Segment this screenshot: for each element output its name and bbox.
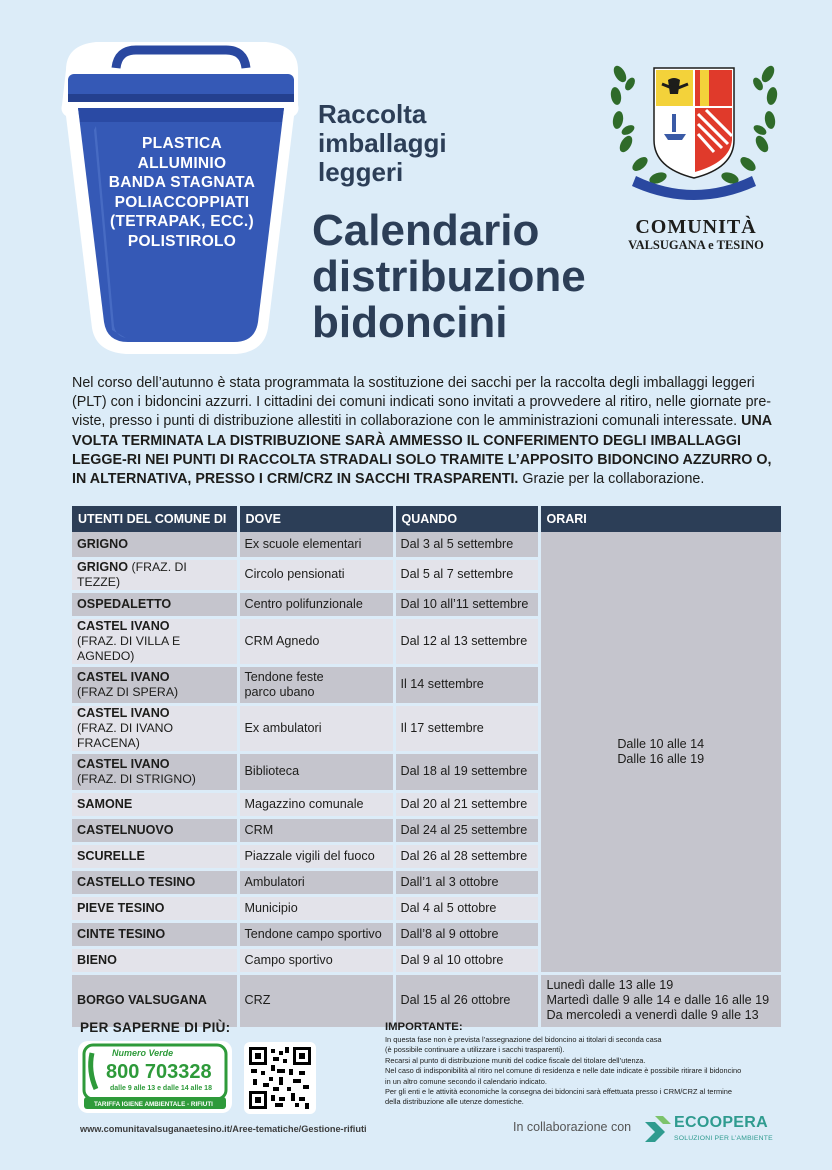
comune-cell: GRIGNO	[72, 532, 238, 558]
table-row	[72, 532, 781, 558]
bin-material: ALLUMINIO	[137, 154, 227, 172]
quando-cell: Dal 10 all’11 settembre	[394, 591, 539, 617]
dove-cell: Piazzale vigili del fuoco	[238, 843, 394, 869]
orari-cell	[539, 532, 781, 973]
comune-cell: CASTEL IVANO (FRAZ. DI IVANO FRACENA)	[72, 704, 238, 752]
intro-bold-notice: UNA VOLTA TERMINATA LA DISTRIBUZIONE SARÀ AMMESSO IL CONFERIMENTO DEGLI IMBALLAGGI LEGGE-RI NEI PUNTI DI RACCOLTA STRADALI SOLO TRAMITE L’APPOSITO BIDONCINO AZZURRO O, IN ALTERNATIVA, PRESSO I CRM/CRZ IN SACCHI TRASPARENTI.	[72, 413, 772, 488]
dove-cell: CRZ	[238, 973, 394, 1028]
quando-cell: Dal 9 al 10 ottobre	[394, 947, 539, 973]
numero-verde-label: Numero Verde	[112, 1048, 174, 1058]
orari-line: Dalle 10 alle 14	[617, 736, 705, 751]
title-line: Calendario	[312, 206, 540, 255]
website-link[interactable]: www.comunitavalsuganaetesino.it/Aree-tematiche/Gestione-rifiuti	[80, 1124, 367, 1134]
quando-cell: Dall’8 al 9 ottobre	[394, 921, 539, 947]
distribution-schedule-table	[72, 506, 781, 1030]
title-line: bidoncini	[312, 298, 508, 347]
quando-cell: Dall’1 al 3 ottobre	[394, 869, 539, 895]
dove-cell: Ambulatori	[238, 869, 394, 895]
dove-cell: Municipio	[238, 895, 394, 921]
partner-name: ECOOPERA	[674, 1114, 768, 1131]
page-title	[312, 208, 586, 346]
dove-cell: Tendone campo sportivo	[238, 921, 394, 947]
quando-cell: Il 14 settembre	[394, 665, 539, 704]
orari-line: Dalle 16 alle 19	[617, 751, 705, 766]
qr-code[interactable]	[244, 1042, 316, 1114]
more-info-title: PER SAPERNE DI PIÙ:	[80, 1020, 231, 1035]
bin-material: BANDA STAGNATA	[108, 174, 256, 191]
dove-cell: CRM	[238, 817, 394, 843]
comune-cell: CASTELNUOVO	[72, 817, 238, 843]
comune-cell: CASTEL IVANO (FRAZ. DI VILLA E AGNEDO)	[72, 617, 238, 665]
dove-cell: Ex ambulatori	[238, 704, 394, 752]
subtitle-line: Raccolta	[318, 99, 427, 129]
column-header: ORARI	[539, 506, 781, 532]
important-line: in un altro comune secondo il calendario indicato.	[385, 1076, 547, 1086]
quando-cell: Dal 3 al 5 settembre	[394, 532, 539, 558]
title-line: distribuzione	[312, 252, 586, 301]
bin-material: PLASTICA	[142, 135, 222, 152]
important-line: Per gli enti e le attività economiche la consegna dei bidoncini sarà effettuata presso i CRM/CRZ al termine	[385, 1087, 732, 1097]
important-notes	[385, 1021, 785, 1108]
quando-cell: Dal 18 al 19 settembre	[394, 752, 539, 791]
dove-cell: Biblioteca	[238, 752, 394, 791]
phone-number: 800 703328	[106, 1061, 212, 1083]
orari-line: Da mercoledì a venerdì dalle 9 alle 13	[546, 1008, 759, 1022]
dove-cell: Tendone feste parco ubano	[238, 665, 394, 704]
toll-free-number-badge	[78, 1041, 232, 1113]
comune-cell: OSPEDALETTO	[72, 591, 238, 617]
dove-cell: CRM Agnedo	[238, 617, 394, 665]
intro-text: Nel corso dell’autunno è stata programmata la sostituzione dei sacchi per la raccolta degli imballaggi leggeri (PLT) con i bidoncini azzurri. I cittadini dei comuni indicati sono invitati a provvedere al ritiro, nelle giornate pre-viste, presso i punti di distribuzione allestiti in collaborazione con le amministrazioni comunali interessate.	[72, 375, 772, 430]
dove-cell: Centro polifunzionale	[238, 591, 394, 617]
dove-cell: Magazzino comunale	[238, 791, 394, 817]
comune-cell: CASTELLO TESINO	[72, 869, 238, 895]
quando-cell: Dal 12 al 13 settembre	[394, 617, 539, 665]
quando-cell: Dal 20 al 21 settembre	[394, 791, 539, 817]
partner-tagline: SOLUZIONI PER L’AMBIENTE	[674, 1135, 773, 1142]
important-line: Recarsi al punto di distribuzione muniti del codice fiscale del titolare dell’utenza.	[385, 1055, 646, 1065]
orari-line: Lunedì dalle 13 alle 19	[546, 978, 674, 992]
orari-cell	[539, 973, 781, 1028]
comune-cell: BORGO VALSUGANA	[72, 973, 238, 1028]
quando-cell: Il 17 settembre	[394, 704, 539, 752]
comune-cell: GRIGNO (FRAZ. DI TEZZE)	[72, 558, 238, 591]
important-line: della distribuzione alle utenze domestiche.	[385, 1097, 524, 1107]
comune-cell: SCURELLE	[72, 843, 238, 869]
comune-cell: SAMONE	[72, 791, 238, 817]
coat-of-arms-icon	[606, 44, 782, 210]
important-line: (è possibile continuare a utilizzare i sacchi trasparenti).	[385, 1045, 565, 1055]
orari-line: Martedì dalle 9 alle 14 e dalle 16 alle 19	[546, 993, 770, 1007]
collaboration-text: In collaborazione con	[513, 1120, 632, 1134]
column-header: UTENTI DEL COMUNE DI	[72, 506, 238, 532]
column-header: QUANDO	[394, 506, 539, 532]
quando-cell: Dal 5 al 7 settembre	[394, 558, 539, 591]
quando-cell: Dal 24 al 25 settembre	[394, 817, 539, 843]
column-header: DOVE	[238, 506, 394, 532]
intro-closing: Grazie per la collaborazione.	[518, 471, 705, 488]
phone-hours: dalle 9 alle 13 e dalle 14 alle 18	[110, 1085, 212, 1092]
qr-code-icon	[249, 1047, 311, 1109]
organization-title: COMUNITÀ	[635, 216, 757, 238]
comune-cell: BIENO	[72, 947, 238, 973]
dove-cell: Ex scuole elementari	[238, 532, 394, 558]
quando-cell: Dal 4 al 5 ottobre	[394, 895, 539, 921]
organization-name	[596, 216, 796, 252]
bin-materials-list	[84, 134, 280, 251]
comune-cell: PIEVE TESINO	[72, 895, 238, 921]
page-subtitle	[318, 100, 447, 187]
organization-subtitle: VALSUGANA e TESINO	[628, 238, 764, 252]
bin-material: POLIACCOPPIATI	[114, 193, 250, 211]
subtitle-line: imballaggi	[318, 128, 447, 158]
dove-cell: Circolo pensionati	[238, 558, 394, 591]
bin-material: (TETRAPAK, ECC.)	[109, 213, 254, 230]
quando-cell: Dal 15 al 26 ottobre	[394, 973, 539, 1028]
bin-material: POLISTIROLO	[127, 232, 237, 250]
tariffa-label: TARIFFA IGIENE AMBIENTALE - RIFIUTI	[94, 1101, 213, 1108]
subtitle-line: leggeri	[318, 157, 404, 187]
important-line: In questa fase non è prevista l’assegnazione del bidoncino ai titolari di seconda casa	[385, 1035, 662, 1044]
comune-cell: CINTE TESINO	[72, 921, 238, 947]
quando-cell: Dal 26 al 28 settembre	[394, 843, 539, 869]
important-line: Nel caso di indisponibilità al ritiro nel comune di residenza e nelle date indicate è possibile ritirare il bidoncino	[385, 1066, 742, 1076]
comune-cell: CASTEL IVANO (FRAZ. DI STRIGNO)	[72, 752, 238, 791]
important-title: IMPORTANTE:	[385, 1021, 463, 1033]
intro-paragraph	[72, 374, 784, 489]
comune-cell: CASTEL IVANO (FRAZ DI SPERA)	[72, 665, 238, 704]
dove-cell: Campo sportivo	[238, 947, 394, 973]
